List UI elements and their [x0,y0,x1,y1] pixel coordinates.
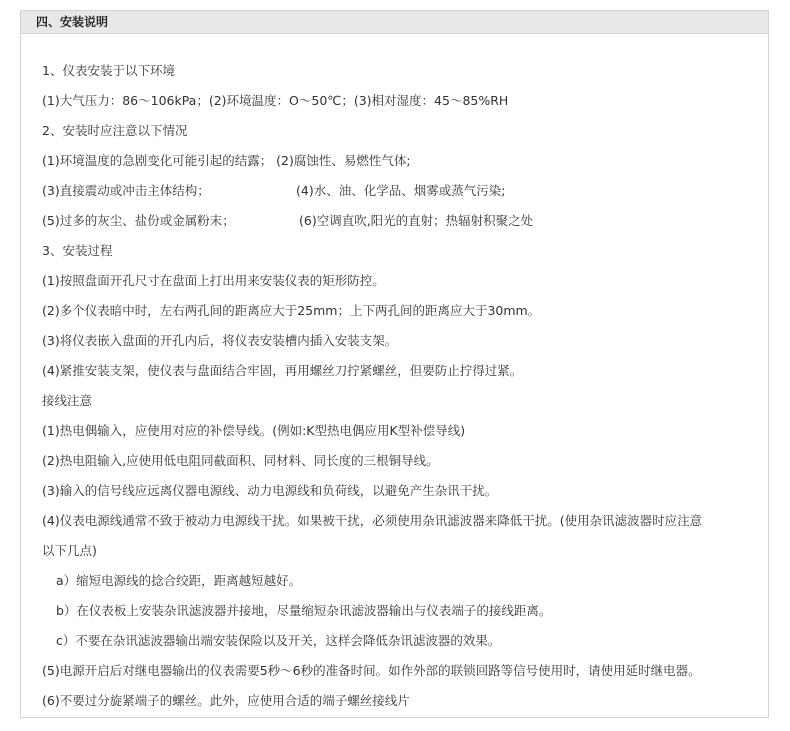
precaution-3: (3)直接震动或冲击主体结构； [42,183,210,198]
environment-conditions: (1)大气压力：86～106kPa；(2)环境温度：O～50℃；(3)相对湿度：45～85%RH [42,93,509,108]
process-step-1: (1)按照盘面开孔尺寸在盘面上打出用来安装仪表的矩形防控。 [42,273,385,288]
process-step-3: (3)将仪表嵌入盘面的开孔内后，将仪表安装槽内插入安装支架。 [42,333,398,348]
wiring-sub-c: c）不要在杂讯滤波器输出端安装保险以及开关，这样会降低杂讯滤波器的效果。 [56,633,501,648]
heading-precautions: 2、安装时应注意以下情况 [42,123,188,138]
precaution-4: (4)水、油、化学品、烟雾或蒸气污染; [296,183,506,198]
precaution-line-3 [42,211,533,229]
section-title: 四、安装说明 [21,11,768,34]
wiring-note-1: (1)热电偶输入，应使用对应的补偿导线。(例如:K型热电偶应用K型补偿导线) [42,423,466,438]
precaution-6: (6)空调直吹,阳光的直射；热辐射积聚之处 [299,213,534,228]
wiring-note-5: (5)电源开启后对继电器输出的仪表需要5秒～6秒的准备时间。如作外部的联锁回路等信号使用时，请使用延时继电器。 [42,663,701,678]
wiring-note-4-cont: 以下几点) [42,543,97,558]
heading-environment: 1、仪表安装于以下环境 [42,63,175,78]
precaution-5: (5)过多的灰尘、盐份或金属粉末； [42,213,235,228]
process-step-4: (4)紧推安装支架，使仪表与盘面结合牢固，再用螺丝刀拧紧螺丝，但要防止拧得过紧。 [42,363,523,378]
process-step-2: (2)多个仪表暗中时，左右两孔间的距离应大于25mm；上下两孔间的距离应大于30mm。 [42,303,541,318]
installation-panel [20,10,769,718]
wiring-note-3: (3)输入的信号线应远离仪器电源线、动力电源线和负荷线，以避免产生杂讯干扰。 [42,483,498,498]
precaution-line-2 [42,181,505,199]
wiring-sub-a: a）缩短电源线的捻合绞距，距离越短越好。 [56,573,302,588]
heading-process: 3、安装过程 [42,243,113,258]
wiring-note-6: (6)不要过分旋紧端子的螺丝。此外，应使用合适的端子螺丝接线片 [42,693,410,708]
heading-wiring: 接线注意 [42,393,93,408]
wiring-sub-b: b）在仪表板上安装杂讯滤波器并接地，尽量缩短杂讯滤波器输出与仪表端子的接线距离。 [56,603,552,618]
precaution-line-1: (1)环境温度的急剧变化可能引起的结露； (2)腐蚀性、易燃性气体; [42,153,411,168]
wiring-note-2: (2)热电阻输入,应使用低电阻同截面积、同材料、同长度的三根铜导线。 [42,453,439,468]
wiring-note-4: (4)仪表电源线通常不致于被动力电源线干扰。如果被干扰，必须使用杂讯滤波器来降低干扰。(使用杂讯滤波器时应注意 [42,513,703,528]
